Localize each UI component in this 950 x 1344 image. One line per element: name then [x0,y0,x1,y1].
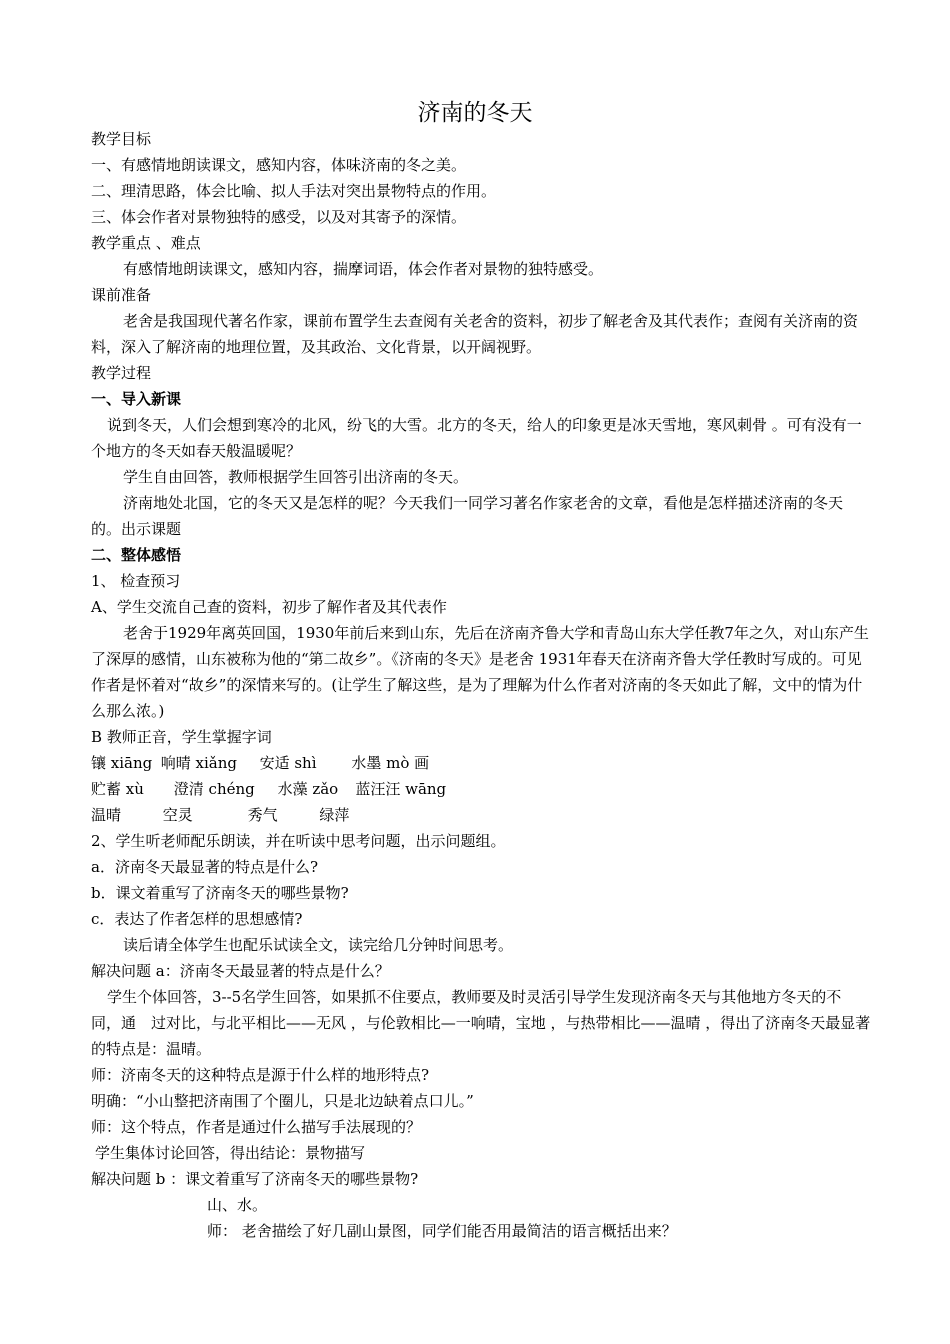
vocab-word: 温晴 [91,806,122,824]
paragraph: 读后请全体学生也配乐试读全文，读完给几分钟时间思考。 [123,936,514,954]
document-title: 济南的冬天 [417,100,533,126]
paragraph: 老舍于1929年离英回国，1930年前后来到山东，先后在济南齐鲁大学和青岛山东大学任教7年之久，对山东产生了深厚的感情，山东被称为他的“第二故乡”。《济南的冬天》是老舍 1931年春天在济南齐鲁大学任教时写成的。可见作者是怀着对“故乡”的深情来写的。(让学生了解这些，是为了理解为什么作者对济南的冬天如此了解，文中的情为什么那么浓。) [91,624,869,720]
goal-item: 三、体会作者对景物独特的感受，以及对其寄予的深情。 [91,208,467,226]
paragraph: 师： 老舍描绘了好几副山景图，同学们能否用最简洁的语言概括出来？ [207,1222,677,1240]
vocab-word: 安适 shì [259,754,317,772]
vocab-row [91,776,871,802]
heading-process: 教学过程 [91,364,152,382]
goal-item: 二、理清思路，体会比喻、拟人手法对突出景物特点的作用。 [91,182,497,200]
paragraph: 山、水。 [207,1196,268,1214]
subheading: 1、 检查预习 [91,572,181,590]
paragraph: 学生集体讨论回答，得出结论：景物描写 [95,1144,366,1162]
vocab-word: 秀气 [247,806,278,824]
paragraph: 明确：“小山整把济南围了个圈儿，只是北边缺着点口儿。” [91,1092,474,1110]
paragraph: 师：济南冬天的这种特点是源于什么样的地形特点? [91,1066,430,1084]
question-item: b．课文着重写了济南冬天的哪些景物? [91,884,349,902]
paragraph: B 教师正音，学生掌握字词 [91,728,272,746]
goal-item: 一、有感情地朗读课文，感知内容，体味济南的冬之美。 [91,156,467,174]
question-item: a．济南冬天最显著的特点是什么? [91,858,318,876]
vocab-word: 水墨 mò 画 [351,754,430,772]
question-item: c．表达了作者怎样的思想感情? [91,910,303,928]
paragraph: 济南地处北国，它的冬天又是怎样的呢？今天我们一同学习著名作家老舍的文章，看他是怎样描述济南的冬天的。出示课题 [91,494,844,538]
vocab-row [91,750,871,776]
paragraph: 解决问题 b ：课文着重写了济南冬天的哪些景物? [91,1170,419,1188]
heading-preparation: 课前准备 [91,286,152,304]
section-overall-heading: 二、整体感悟 [91,546,182,564]
paragraph: 解决问题 a：济南冬天最显著的特点是什么？ [91,962,390,980]
vocab-word: 澄清 chéng [173,780,255,798]
paragraph: 2、学生听老师配乐朗读，并在听读中思考问题，出示问题组。 [91,832,506,850]
paragraph: 学生个体回答，3--5名学生回答，如果抓不住要点，教师要及时灵活引导学生发现济南冬天与其他地方冬天的不同，通 过对比，与北平相比——无风 ，与伦敦相比—一响晴，宝地 ，与热带相比——温晴 ，得出了济南冬天最显著的特点是：温晴。 [91,988,871,1058]
vocab-word: 绿萍 [319,806,350,824]
vocab-word: 贮蓄 xù [91,780,144,798]
vocab-word: 镶 xiāng [91,754,153,772]
vocab-word: 水藻 zǎo [277,780,339,798]
heading-goals: 教学目标 [91,130,152,148]
paragraph: A、学生交流自己查的资料，初步了解作者及其代表作 [91,598,447,616]
vocab-word: 蓝汪汪 wāng [355,780,447,798]
paragraph: 师：这个特点，作者是通过什么描写手法展现的？ [91,1118,422,1136]
heading-key-points: 教学重点 、难点 [91,234,201,252]
vocab-row [91,802,871,828]
preparation-text: 老舍是我国现代著名作家，课前布置学生去查阅有关老舍的资料，初步了解老舍及其代表作；查阅有关济南的资料，深入了解济南的地理位置，及其政治、文化背景，以开阔视野。 [91,312,859,356]
document-body [91,126,871,1244]
paragraph: 学生自由回答，教师根据学生回答引出济南的冬天。 [123,468,469,486]
paragraph: 说到冬天，人们会想到寒冷的北风，纷飞的大雪。北方的冬天，给人的印象更是冰天雪地，寒风刺骨 。可有没有一个地方的冬天如春天般温暖呢？ [91,416,862,460]
vocab-word: 响晴 xiǎng [160,754,238,772]
key-points-text: 有感情地朗读课文，感知内容，揣摩词语，体会作者对景物的独特感受。 [123,260,604,278]
vocab-word: 空灵 [162,806,193,824]
section-intro-heading: 一、导入新课 [91,390,182,408]
